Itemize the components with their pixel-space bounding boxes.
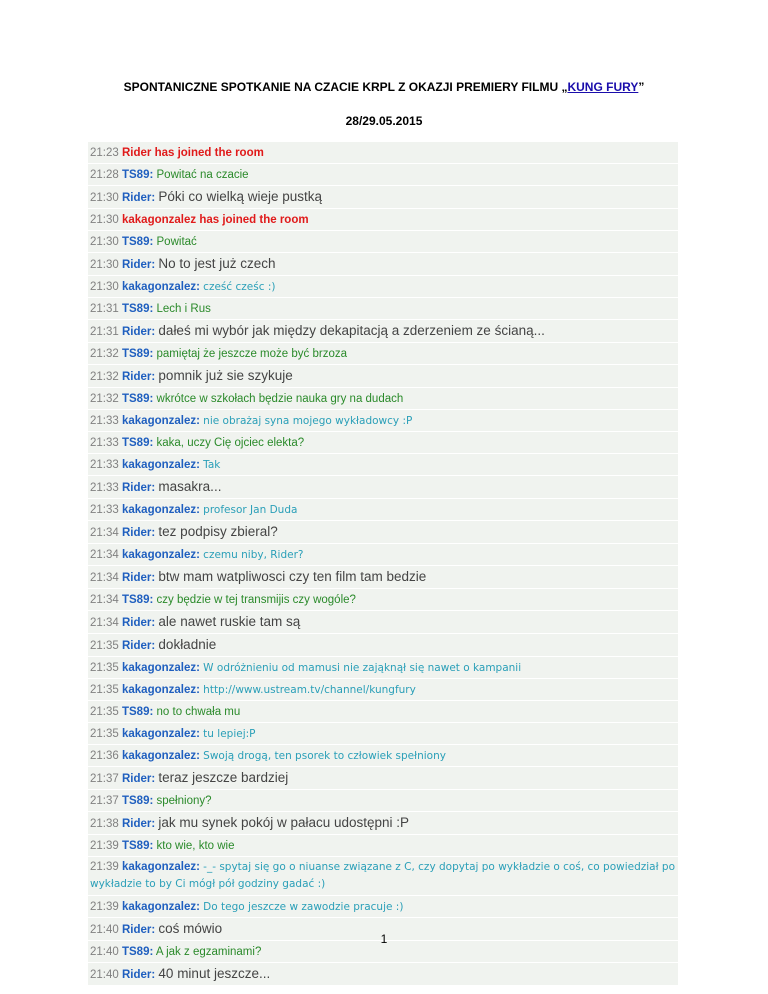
message-nick: TS89: (121, 840, 154, 852)
chat-message (88, 835, 678, 857)
join-notice: kakagonzalez has joined the room (121, 214, 309, 226)
chat-message (88, 476, 678, 499)
message-nick: Rider: (121, 192, 156, 204)
message-nick: kakagonzalez: (121, 861, 200, 873)
chat-message (88, 963, 678, 986)
message-time: 21:39 (90, 840, 119, 852)
chat-message (88, 231, 678, 253)
message-text: pomnik już sie szykuje (158, 368, 293, 383)
message-time: 21:30 (90, 236, 119, 248)
message-text: http://www.ustream.tv/channel/kungfury (203, 684, 416, 696)
message-text: spełniony? (156, 795, 212, 807)
message-nick: kakagonzalez: (121, 415, 200, 427)
message-time: 21:23 (90, 147, 119, 159)
page-number: 1 (380, 932, 388, 946)
message-nick: TS89: (121, 236, 154, 248)
message-time: 21:34 (90, 617, 119, 629)
message-time: 21:30 (90, 214, 119, 226)
chat-message (88, 388, 678, 410)
chat-message (88, 521, 678, 544)
chat-message (88, 701, 678, 723)
message-nick: TS89: (121, 594, 154, 606)
join-notice: Rider has joined the room (121, 147, 264, 159)
message-text: profesor Jan Duda (203, 504, 298, 516)
chat-message (88, 298, 678, 320)
message-time: 21:33 (90, 459, 119, 471)
message-text: Lech i Rus (156, 303, 211, 315)
message-text: nie obrażaj syna mojego wykładowcy :P (203, 415, 413, 427)
message-time: 21:32 (90, 371, 119, 383)
message-text: kto wie, kto wie (156, 840, 235, 852)
message-nick: TS89: (121, 169, 154, 181)
message-text: pamiętaj że jeszcze może być brzoza (156, 348, 347, 360)
message-time: 21:40 (90, 924, 119, 936)
message-text: A jak z egzaminami? (155, 946, 262, 958)
message-text: no to chwała mu (156, 706, 241, 718)
message-text: No to jest już czech (158, 256, 276, 271)
message-nick: kakagonzalez: (121, 549, 200, 561)
chat-log (88, 142, 678, 986)
message-text: tu lepiej:P (203, 728, 256, 740)
chat-message (88, 499, 678, 521)
message-nick: kakagonzalez: (121, 901, 200, 913)
chat-message (88, 320, 678, 343)
message-nick: kakagonzalez: (121, 728, 200, 740)
message-time: 21:31 (90, 326, 119, 338)
message-nick: kakagonzalez: (121, 750, 200, 762)
message-text: kaka, uczy Cię ojciec elekta? (156, 437, 305, 449)
message-time: 21:35 (90, 728, 119, 740)
chat-message (88, 611, 678, 634)
message-time: 21:33 (90, 482, 119, 494)
message-text: tez podpisy zbieral? (158, 524, 278, 539)
message-text: 40 minut jeszcze... (158, 966, 271, 981)
message-time: 21:37 (90, 773, 119, 785)
message-time: 21:35 (90, 640, 119, 652)
message-time: 21:32 (90, 348, 119, 360)
message-time: 21:35 (90, 706, 119, 718)
message-nick: TS89: (121, 946, 154, 958)
message-text: jak mu synek pokój w pałacu udostępni :P (158, 815, 410, 830)
message-nick: Rider: (121, 818, 156, 830)
document-title (0, 80, 768, 94)
message-nick: Rider: (121, 640, 156, 652)
message-nick: TS89: (121, 348, 154, 360)
chat-message (88, 410, 678, 432)
message-text: cześć cześc :) (203, 281, 276, 293)
message-time: 21:30 (90, 281, 119, 293)
document-title-text: SPONTANICZNE SPOTKANIE NA CZACIE KRPL Z OKAZJI PREMIERY FILMU „ (123, 80, 568, 94)
message-nick: Rider: (121, 617, 156, 629)
message-time: 21:39 (90, 901, 119, 913)
message-nick: kakagonzalez: (121, 504, 200, 516)
chat-message (88, 723, 678, 745)
message-text: W odróżnieniu od mamusi nie zająknął się nawet o kampanii (203, 662, 522, 674)
message-time: 21:33 (90, 437, 119, 449)
message-text: Do tego jeszcze w zawodzie pracuje :) (203, 901, 404, 913)
message-time: 21:40 (90, 969, 119, 981)
message-time: 21:39 (90, 861, 119, 873)
chat-message (88, 896, 678, 918)
message-nick: Rider: (121, 527, 156, 539)
chat-message (88, 276, 678, 298)
message-text: Póki co wielką wieje pustką (158, 189, 322, 204)
message-text: btw mam watpliwosci czy ten film tam bedzie (158, 569, 427, 584)
message-time: 21:34 (90, 527, 119, 539)
message-nick: Rider: (121, 773, 156, 785)
message-time: 21:28 (90, 169, 119, 181)
message-nick: Rider: (121, 924, 156, 936)
message-text: ale nawet ruskie tam są (158, 614, 301, 629)
message-nick: Rider: (121, 482, 156, 494)
message-text: -_- spytaj się go o niuanse związane z C, czy dopytaj po wykładzie o coś, co powiedział po wykładzie to by Ci mógł pół godziny gadać :) (90, 861, 676, 890)
chat-message (88, 790, 678, 812)
message-text: masakra... (158, 479, 222, 494)
message-time: 21:34 (90, 549, 119, 561)
chat-message (88, 544, 678, 566)
message-text: Tak (203, 459, 221, 471)
message-text: Swoją drogą, ten psorek to człowiek spełniony (203, 750, 446, 762)
message-nick: Rider: (121, 326, 156, 338)
chat-message (88, 164, 678, 186)
message-text: coś mówio (158, 921, 223, 936)
message-nick: Rider: (121, 969, 156, 981)
chat-message (88, 812, 678, 835)
chat-message (88, 454, 678, 476)
message-time: 21:40 (90, 946, 119, 958)
chat-message (88, 634, 678, 657)
message-nick: TS89: (121, 706, 154, 718)
chat-message (88, 566, 678, 589)
message-time: 21:37 (90, 795, 119, 807)
message-text: teraz jeszcze bardziej (158, 770, 289, 785)
chat-message (88, 209, 678, 231)
message-text: wkrótce w szkołach będzie nauka gry na dudach (156, 393, 404, 405)
message-nick: Rider: (121, 259, 156, 271)
message-text: Powitać na czacie (156, 169, 249, 181)
message-time: 21:38 (90, 818, 119, 830)
message-time: 21:36 (90, 750, 119, 762)
message-time: 21:30 (90, 192, 119, 204)
chat-message (88, 432, 678, 454)
chat-message (88, 253, 678, 276)
chat-message (88, 657, 678, 679)
message-time: 21:35 (90, 684, 119, 696)
message-time: 21:30 (90, 259, 119, 271)
message-nick: TS89: (121, 437, 154, 449)
message-text: czemu niby, Rider? (203, 549, 304, 561)
chat-message (88, 186, 678, 209)
message-text: dałeś mi wybór jak między dekapitacją a zderzeniem ze ścianą... (158, 323, 545, 338)
message-time: 21:32 (90, 393, 119, 405)
message-text: dokładnie (158, 637, 217, 652)
chat-message (88, 745, 678, 767)
message-time: 21:31 (90, 303, 119, 315)
document-title-quote: ” (638, 80, 645, 94)
message-time: 21:33 (90, 415, 119, 427)
message-time: 21:34 (90, 594, 119, 606)
message-nick: Rider: (121, 371, 156, 383)
chat-message (88, 142, 678, 164)
message-nick: kakagonzalez: (121, 684, 200, 696)
chat-message (88, 857, 678, 896)
message-text: Powitać (156, 236, 197, 248)
message-nick: TS89: (121, 795, 154, 807)
chat-message (88, 679, 678, 701)
message-nick: TS89: (121, 303, 154, 315)
message-time: 21:33 (90, 504, 119, 516)
film-link[interactable]: KUNG FURY (567, 80, 639, 94)
message-nick: TS89: (121, 393, 154, 405)
chat-message (88, 365, 678, 388)
message-time: 21:34 (90, 572, 119, 584)
message-text: czy będzie w tej transmijis czy wogóle? (156, 594, 356, 606)
chat-message (88, 767, 678, 790)
message-nick: Rider: (121, 572, 156, 584)
message-nick: kakagonzalez: (121, 662, 200, 674)
message-nick: kakagonzalez: (121, 281, 200, 293)
chat-message (88, 589, 678, 611)
chat-message (88, 343, 678, 365)
message-time: 21:35 (90, 662, 119, 674)
message-nick: kakagonzalez: (121, 459, 200, 471)
document-date: 28/29.05.2015 (345, 114, 423, 128)
